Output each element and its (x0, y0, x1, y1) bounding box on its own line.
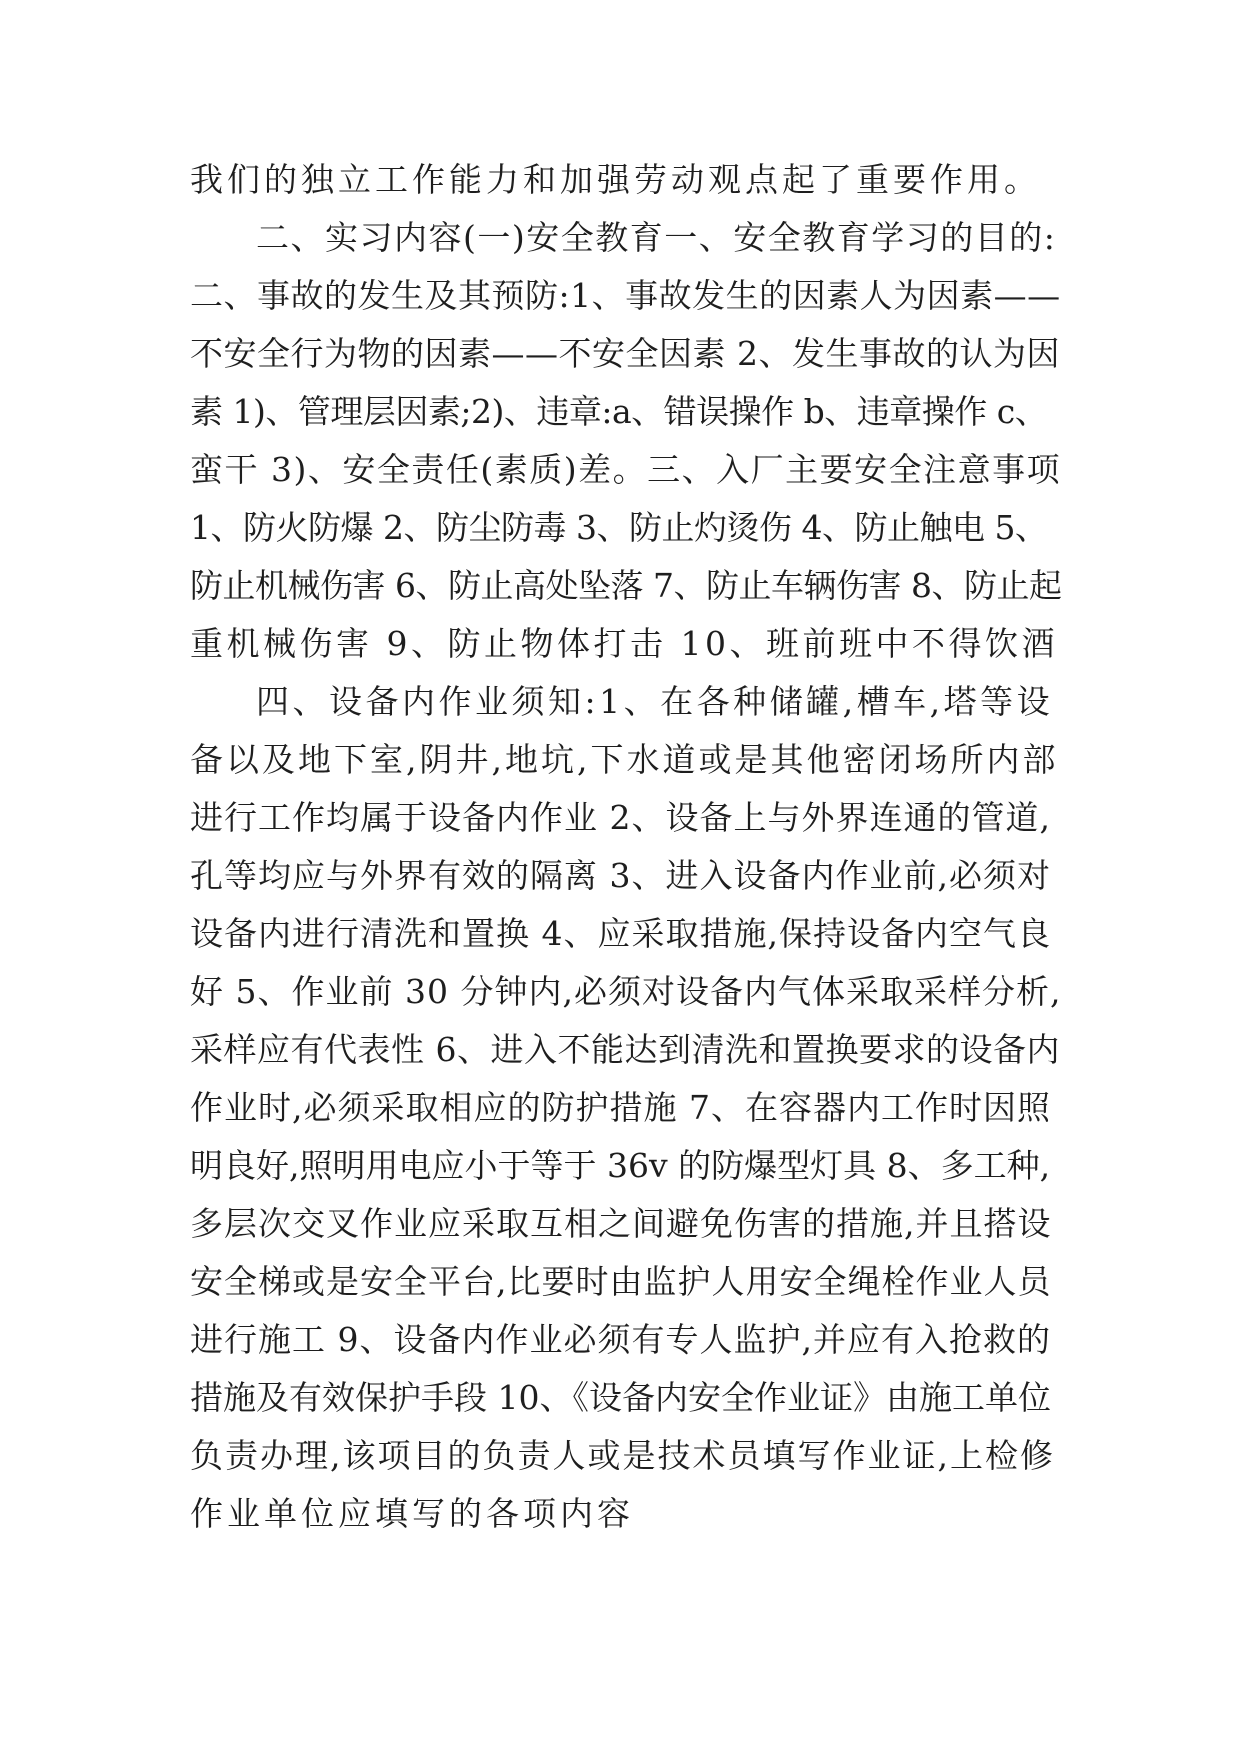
text-line: 1、防火防爆 2、防尘防毒 3、防止灼烫伤 4、防止触电 5、 (190, 508, 1048, 547)
text-line: 备以及地下室,阴井,地坑,下水道或是其他密闭场所内部 (190, 740, 1059, 779)
text-line: 多层次交叉作业应采取互相之间避免伤害的措施,并且搭设 (190, 1204, 1052, 1243)
text-line: 重机械伤害 9、防止物体打击 10、班前班中不得饮酒 (190, 624, 1058, 663)
text-line: 负责办理,该项目的负责人或是技术员填写作业证,上检修 (190, 1436, 1055, 1475)
text-line: 进行施工 9、设备内作业必须有专人监护,并应有入抢救的 (190, 1320, 1051, 1359)
text-line: 进行工作均属于设备内作业 2、设备上与外界连通的管道, (190, 798, 1051, 837)
text-line: 明良好,照明用电应小于等于 36v 的防爆型灯具 8、多工种, (190, 1146, 1051, 1185)
text-line: 我们的独立工作能力和加强劳动观点起了重要作用。 (190, 160, 1041, 199)
text-line: 孔等均应与外界有效的隔离 3、进入设备内作业前,必须对 (190, 856, 1051, 895)
text-line: 不安全行为物的因素——不安全因素 2、发生事故的认为因 (190, 334, 1060, 373)
paragraph-start-line: 二、实习内容(一)安全教育一、安全教育学习的目的: (256, 218, 1057, 257)
text-line: 作业单位应填写的各项内容 (190, 1494, 634, 1533)
text-line: 安全梯或是安全平台,比要时由监护人用安全绳栓作业人员 (190, 1262, 1052, 1301)
text-line: 措施及有效保护手段 10、《设备内安全作业证》由施工单位 (190, 1378, 1051, 1417)
text-line: 防止机械伤害 6、防止高处坠落 7、防止车辆伤害 8、防止起 (190, 566, 1062, 605)
text-line: 蛮干 3)、安全责任(素质)差。三、入厂主要安全注意事项 (190, 450, 1062, 489)
text-line: 素 1)、管理层因素;2)、违章:a、错误操作 b、违章操作 c、 (190, 392, 1048, 431)
text-line: 采样应有代表性 6、进入不能达到清洗和置换要求的设备内 (190, 1030, 1060, 1069)
text-line: 好 5、作业前 30 分钟内,必须对设备内气体采取采样分析, (190, 972, 1062, 1011)
text-line: 作业时,必须采取相应的防护措施 7、在容器内工作时因照 (190, 1088, 1051, 1127)
text-line: 二、事故的发生及其预防:1、事故发生的因素人为因素—— (190, 276, 1061, 315)
paragraph-start-line: 四、设备内作业须知:1、在各种储罐,槽车,塔等设 (256, 682, 1054, 721)
text-line: 设备内进行清洗和置换 4、应采取措施,保持设备内空气良 (190, 914, 1051, 953)
